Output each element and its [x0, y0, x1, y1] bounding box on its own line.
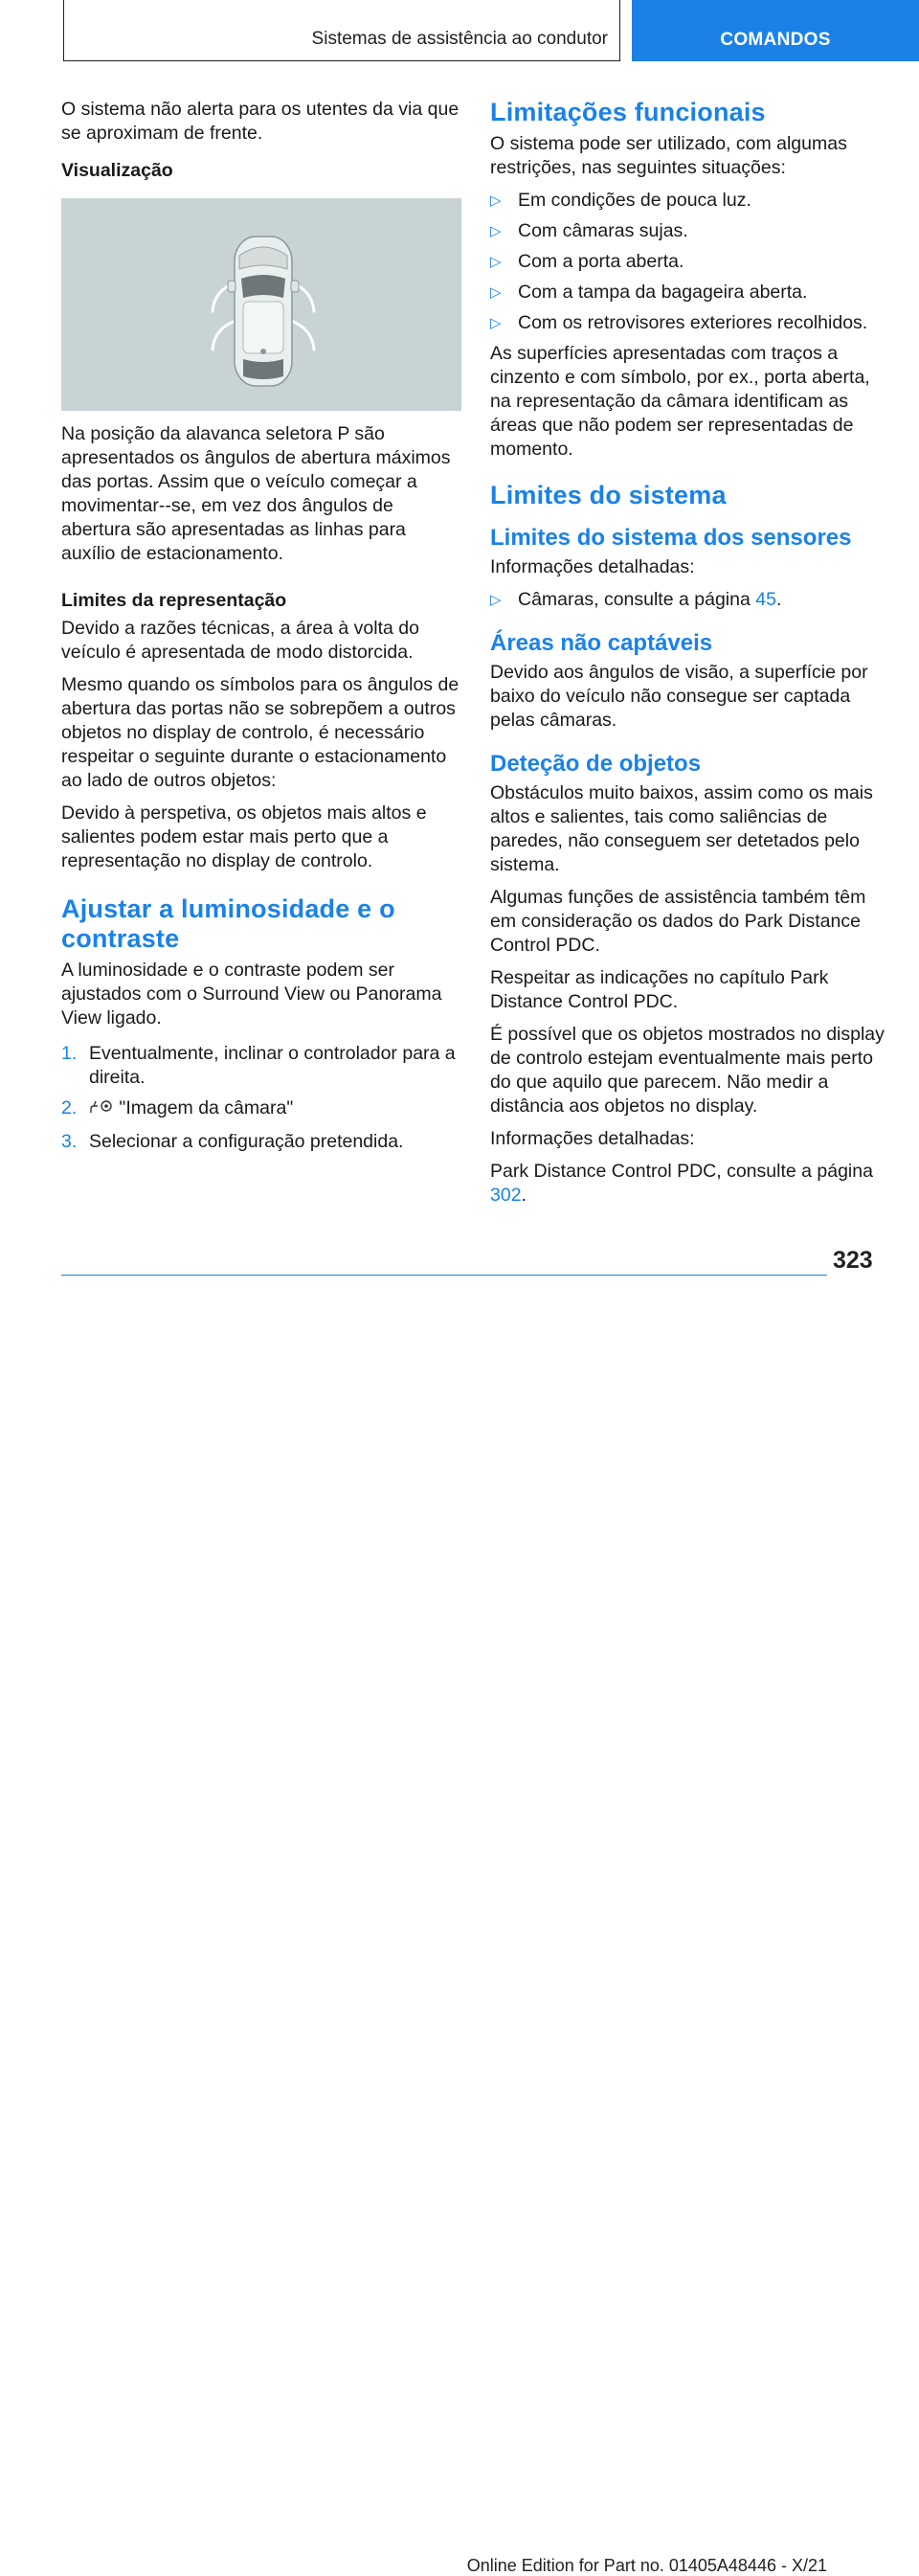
reference-text: Park Distance Control PDC, consulte a página	[490, 1161, 873, 1182]
references-list	[490, 588, 892, 612]
list-item	[490, 588, 892, 612]
punctuation: .	[521, 1185, 527, 1206]
paragraph: É possível que os objetos mostrados no display de controlo estejam eventualmente mais perto do que aquilo que parecem. Não medir a distância aos objetos no display.	[490, 1024, 885, 1117]
paragraph: A luminosidade e o contraste podem ser ajustados com o Surround View ou Panorama View ligado.	[61, 960, 442, 1028]
car-top-view-illustration	[61, 198, 461, 411]
paragraph: Informações detalhadas:	[490, 1128, 695, 1149]
footer-edition: Online Edition for Part no. 01405A48446 - X/21	[466, 2556, 827, 2575]
list-item	[61, 1130, 461, 1154]
limitations-list	[490, 189, 892, 335]
paragraph: Informações detalhadas:	[490, 556, 695, 577]
paragraph: Mesmo quando os símbolos para os ângulos de abertura das portas não se sobrepõem a outros objetos no display de controlo, é necessário respeitar o seguinte durante o estacionamento ao lado de outros objetos:	[61, 674, 460, 791]
header-chapter-tab[interactable]	[632, 0, 919, 61]
page-link-302[interactable]: 302	[490, 1185, 522, 1206]
header-section-title: Sistemas de assistência ao condutor	[311, 29, 608, 49]
paragraph: O sistema não alerta para os utentes da via que se aproximam de frente.	[61, 99, 460, 144]
steps-list	[61, 1042, 461, 1154]
left-column	[61, 98, 461, 1161]
subheading-visualizacao: Visualização	[61, 160, 173, 181]
paragraph: Na posição da alavanca seletora P são apresentados os ângulos de abertura máximos das portas. Assim que o veículo começar a movimentar--se, em vez dos ângulos de abertura são apresentadas as linhas para auxílio de estacionamento.	[61, 423, 451, 564]
header-section-box	[63, 0, 620, 61]
list-item-text: Com câmaras sujas.	[518, 220, 688, 241]
paragraph: Obstáculos muito baixos, assim como os mais altos e salientes, tais como saliências de paredes, não conseguem ser detetados pelo sistema.	[490, 782, 873, 875]
camera-settings-icon	[89, 1097, 114, 1123]
punctuation: .	[775, 589, 782, 610]
paragraph: Devido à perspetiva, os objetos mais altos e salientes podem estar mais perto que a representação no display de controlo.	[61, 802, 427, 871]
paragraph: Devido aos ângulos de visão, a superfície por baixo do veículo não consegue ser captada pelas câmaras.	[490, 662, 868, 731]
triangle-right-icon: ▷	[490, 254, 502, 270]
paragraph: O sistema pode ser utilizado, com algumas restrições, nas seguintes situações:	[490, 133, 847, 178]
subheading-limites-representacao: Limites da representação	[61, 590, 287, 611]
paragraph: Respeitar as indicações no capítulo Park Distance Control PDC.	[490, 967, 829, 1012]
step-number: 3.	[61, 1131, 78, 1152]
list-item	[490, 189, 892, 213]
list-item-text: Com a tampa da bagageira aberta.	[518, 282, 808, 303]
list-item	[61, 1042, 461, 1090]
paragraph: Algumas funções de assistência também têm em consideração os dados do Park Distance Control PDC.	[490, 887, 866, 956]
list-item-text: Câmaras, consulte a página	[518, 589, 756, 610]
right-column	[490, 98, 892, 1216]
list-item-text: Com os retrovisores exteriores recolhidos.	[518, 312, 868, 333]
triangle-right-icon: ▷	[490, 284, 502, 301]
step-number: 1.	[61, 1043, 78, 1064]
list-item	[490, 250, 892, 274]
list-item	[490, 219, 892, 243]
header-chapter-label: COMANDOS	[720, 30, 831, 50]
heading-limites-sensores: Limites do sistema dos sensores	[490, 525, 852, 551]
list-item	[490, 311, 892, 335]
heading-areas-nao-captaveis: Áreas não captáveis	[490, 630, 713, 656]
triangle-right-icon: ▷	[490, 315, 502, 331]
step-text: Selecionar a configuração pretendida.	[89, 1131, 404, 1152]
heading-ajustar-luminosidade: Ajustar a luminosidade e o contraste	[61, 894, 395, 953]
heading-detecao-objetos: Deteção de objetos	[490, 751, 702, 777]
paragraph	[490, 1160, 892, 1208]
heading-limites-sistema: Limites do sistema	[490, 481, 727, 509]
step-text: Eventualmente, inclinar o controlador para a direita.	[89, 1043, 456, 1088]
triangle-right-icon: ▷	[490, 192, 502, 209]
list-item-text: Em condições de pouca luz.	[518, 190, 751, 211]
page-number: 323	[833, 1247, 873, 1274]
triangle-right-icon: ▷	[490, 223, 502, 239]
list-item-text: Com a porta aberta.	[518, 251, 684, 272]
step-text: "Imagem da câmara"	[119, 1097, 294, 1119]
car-icon	[228, 237, 299, 386]
list-item	[61, 1096, 461, 1123]
paragraph: Devido a razões técnicas, a área à volta do veículo é apresentada de modo distorcida.	[61, 618, 419, 663]
page-link-45[interactable]: 45	[755, 589, 776, 610]
heading-limitacoes-funcionais: Limitações funcionais	[490, 98, 766, 126]
triangle-right-icon: ▷	[490, 592, 502, 608]
car-top-view-image	[61, 198, 461, 411]
footer-rule	[61, 1275, 827, 2575]
list-item	[490, 281, 892, 305]
step-number: 2.	[61, 1097, 78, 1119]
paragraph: As superfícies apresentadas com traços a cinzento e com símbolo, por ex., porta aberta, na representação da câmara identificam as áreas que não podem ser representadas de momento.	[490, 343, 870, 460]
